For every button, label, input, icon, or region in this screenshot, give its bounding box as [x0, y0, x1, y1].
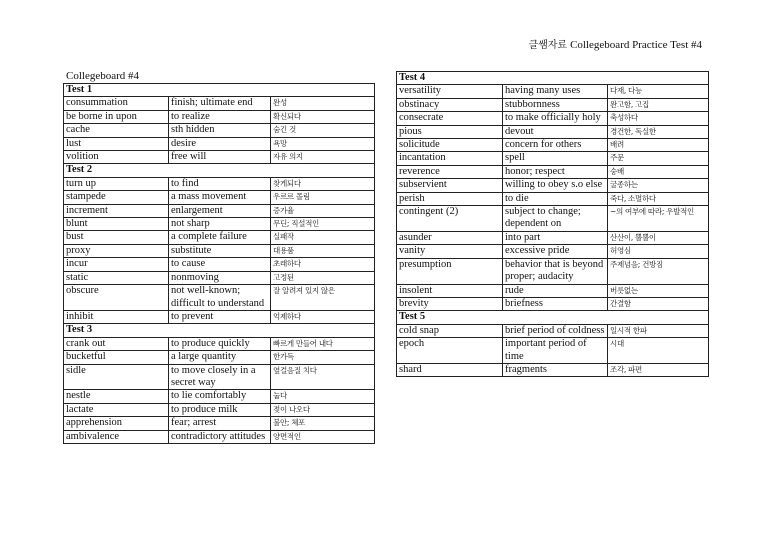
vocab-row	[64, 337, 375, 350]
vocab-korean: 주제넘음; 건방짐	[608, 258, 709, 284]
vocab-meaning: into part	[503, 231, 608, 244]
vocab-korean: 고정된	[271, 271, 375, 284]
vocab-word: nestle	[64, 390, 169, 403]
vocab-row	[397, 152, 709, 165]
vocab-word: inhibit	[64, 310, 169, 323]
section-title: Test 1	[64, 84, 375, 97]
vocab-korean: 경건한, 독실한	[608, 125, 709, 138]
vocab-row	[397, 139, 709, 152]
vocab-meaning: substitute	[169, 244, 271, 257]
vocab-word: contingent (2)	[397, 206, 503, 232]
vocab-korean: 억제하다	[271, 310, 375, 323]
vocab-meaning: to prevent	[169, 310, 271, 323]
vocab-korean: 일시적 한파	[608, 324, 709, 337]
vocab-word: be borne in upon	[64, 110, 169, 123]
vocab-word: ambivalence	[64, 430, 169, 443]
vocab-word: blunt	[64, 218, 169, 231]
vocab-word: presumption	[397, 258, 503, 284]
vocab-row	[64, 310, 375, 323]
vocab-korean: 숨긴 것	[271, 124, 375, 137]
vocab-korean: 찾게되다	[271, 177, 375, 190]
vocab-row	[64, 403, 375, 416]
vocab-row	[64, 204, 375, 217]
vocab-row	[397, 258, 709, 284]
vocab-row	[64, 430, 375, 443]
vocab-row	[64, 151, 375, 164]
vocab-word: solicitude	[397, 139, 503, 152]
section-title: Test 3	[64, 324, 375, 337]
vocab-word: cache	[64, 124, 169, 137]
vocab-word: shard	[397, 363, 503, 376]
vocab-meaning: to cause	[169, 258, 271, 271]
vocab-meaning: to find	[169, 177, 271, 190]
vocab-korean: 무딘; 직설적인	[271, 218, 375, 231]
vocab-row	[397, 245, 709, 258]
vocab-row	[397, 206, 709, 232]
vocab-row	[64, 218, 375, 231]
section-header-row	[397, 311, 709, 324]
vocab-word: consecrate	[397, 112, 503, 125]
vocab-meaning: concern for others	[503, 139, 608, 152]
vocab-meaning: to produce quickly	[169, 337, 271, 350]
vocab-row	[64, 110, 375, 123]
vocab-korean: 자유 의지	[271, 151, 375, 164]
page-header	[528, 36, 702, 51]
vocab-korean: 조각, 파편	[608, 363, 709, 376]
vocab-row	[64, 137, 375, 150]
vocab-korean: 완고함, 고집	[608, 98, 709, 111]
vocab-word: reverence	[397, 165, 503, 178]
vocab-korean: 잘 알려져 있지 않은	[271, 285, 375, 311]
vocab-meaning: having many uses	[503, 85, 608, 98]
vocab-word: subservient	[397, 179, 503, 192]
vocab-korean: 옆걸음질 치다	[271, 364, 375, 390]
vocab-meaning: spell	[503, 152, 608, 165]
vocab-korean: 우르르 몰림	[271, 191, 375, 204]
vocab-meaning: fragments	[503, 363, 608, 376]
vocab-word: static	[64, 271, 169, 284]
vocab-korean: ~의 여부에 따라; 우발적인	[608, 206, 709, 232]
vocab-row	[397, 112, 709, 125]
vocab-meaning: excessive pride	[503, 245, 608, 258]
vocab-row	[64, 244, 375, 257]
vocab-word: bucketful	[64, 351, 169, 364]
vocab-word: proxy	[64, 244, 169, 257]
vocab-word: obscure	[64, 285, 169, 311]
vocab-korean: 다재, 다능	[608, 85, 709, 98]
vocab-word: pious	[397, 125, 503, 138]
vocab-meaning: important period of time	[503, 338, 608, 364]
vocab-meaning: behavior that is beyond proper; audacity	[503, 258, 608, 284]
vocab-word: incur	[64, 258, 169, 271]
vocab-row	[64, 351, 375, 364]
vocab-korean: 축성하다	[608, 112, 709, 125]
vocab-korean: 한가득	[271, 351, 375, 364]
vocab-row	[397, 98, 709, 111]
vocab-korean: 대용품	[271, 244, 375, 257]
vocab-meaning: a large quantity	[169, 351, 271, 364]
vocab-meaning: to lie comfortably	[169, 390, 271, 403]
vocab-word: stampede	[64, 191, 169, 204]
vocab-word: cold snap	[397, 324, 503, 337]
vocab-meaning: free will	[169, 151, 271, 164]
vocab-meaning: to move closely in a secret way	[169, 364, 271, 390]
vocab-meaning: desire	[169, 137, 271, 150]
vocab-korean: 완성	[271, 97, 375, 110]
vocab-korean: 젖이 나오다	[271, 403, 375, 416]
vocab-word: apprehension	[64, 417, 169, 430]
vocab-row	[397, 125, 709, 138]
vocab-meaning: fear; arrest	[169, 417, 271, 430]
vocab-word: perish	[397, 192, 503, 205]
vocab-meaning: subject to change; dependent on	[503, 206, 608, 232]
vocab-korean: 증가율	[271, 204, 375, 217]
vocab-row	[397, 85, 709, 98]
vocab-row	[397, 363, 709, 376]
vocab-korean: 양면적인	[271, 430, 375, 443]
vocab-word: lactate	[64, 403, 169, 416]
vocab-row	[397, 165, 709, 178]
vocab-meaning: to make officially holy	[503, 112, 608, 125]
vocab-meaning: a mass movement	[169, 191, 271, 204]
vocab-meaning: to realize	[169, 110, 271, 123]
vocab-korean: 확신되다	[271, 110, 375, 123]
vocab-korean: 허영심	[608, 245, 709, 258]
vocab-row	[397, 192, 709, 205]
vocab-korean: 불안; 체포	[271, 417, 375, 430]
vocab-meaning: not sharp	[169, 218, 271, 231]
vocab-row	[64, 124, 375, 137]
vocab-korean: 주문	[608, 152, 709, 165]
vocab-meaning: stubbornness	[503, 98, 608, 111]
vocab-korean: 간결함	[608, 297, 709, 310]
vocab-word: epoch	[397, 338, 503, 364]
vocab-meaning: a complete failure	[169, 231, 271, 244]
vocab-word: vanity	[397, 245, 503, 258]
vocab-word: versatility	[397, 85, 503, 98]
vocab-word: turn up	[64, 177, 169, 190]
section-header-row	[64, 164, 375, 177]
section-title: Test 2	[64, 164, 375, 177]
vocab-word: volition	[64, 151, 169, 164]
vocab-korean: 버릇없는	[608, 284, 709, 297]
vocab-meaning: sth hidden	[169, 124, 271, 137]
header-korean-label: 클쌤자료	[528, 40, 568, 51]
vocab-word: consummation	[64, 97, 169, 110]
vocab-row	[64, 417, 375, 430]
vocab-row	[64, 97, 375, 110]
vocab-row	[64, 271, 375, 284]
vocab-korean: 욕망	[271, 137, 375, 150]
section-header-row	[64, 324, 375, 337]
section-title: Test 4	[397, 72, 709, 85]
vocab-row	[397, 179, 709, 192]
vocab-korean: 시대	[608, 338, 709, 364]
vocab-korean: 굴종하는	[608, 179, 709, 192]
vocab-korean: 눕다	[271, 390, 375, 403]
section-title: Test 5	[397, 311, 709, 324]
vocab-meaning: contradictory attitudes	[169, 430, 271, 443]
vocab-table-left	[63, 83, 375, 444]
vocab-word: brevity	[397, 297, 503, 310]
vocab-korean: 배려	[608, 139, 709, 152]
vocab-meaning: devout	[503, 125, 608, 138]
vocab-row	[64, 258, 375, 271]
vocab-word: sidle	[64, 364, 169, 390]
vocab-meaning: not well-known; difficult to understand	[169, 285, 271, 311]
vocab-row	[397, 338, 709, 364]
vocab-row	[64, 285, 375, 311]
vocab-table-right	[396, 71, 709, 377]
vocab-meaning: finish; ultimate end	[169, 97, 271, 110]
vocab-row	[64, 390, 375, 403]
vocab-row	[64, 364, 375, 390]
vocab-row	[397, 284, 709, 297]
vocab-row	[64, 191, 375, 204]
vocab-word: obstinacy	[397, 98, 503, 111]
vocab-korean: 숭배	[608, 165, 709, 178]
vocab-word: crank out	[64, 337, 169, 350]
vocab-row	[397, 324, 709, 337]
vocab-korean: 초래하다	[271, 258, 375, 271]
vocab-korean: 산산이, 뿔뿔이	[608, 231, 709, 244]
vocab-row	[397, 297, 709, 310]
document-caption: Collegeboard #4	[66, 70, 140, 82]
vocab-word: incantation	[397, 152, 503, 165]
vocab-meaning: to produce milk	[169, 403, 271, 416]
vocab-meaning: willing to obey s.o else	[503, 179, 608, 192]
vocab-meaning: rude	[503, 284, 608, 297]
vocab-word: asunder	[397, 231, 503, 244]
vocab-meaning: nonmoving	[169, 271, 271, 284]
vocab-korean: 죽다, 소멸하다	[608, 192, 709, 205]
vocab-meaning: to die	[503, 192, 608, 205]
section-header-row	[397, 72, 709, 85]
vocab-word: insolent	[397, 284, 503, 297]
vocab-row	[397, 231, 709, 244]
vocab-row	[64, 231, 375, 244]
header-title: Collegeboard Practice Test #4	[570, 39, 702, 51]
vocab-word: lust	[64, 137, 169, 150]
vocab-korean: 실패작	[271, 231, 375, 244]
vocab-korean: 빠르게 만들어 내다	[271, 337, 375, 350]
vocab-meaning: briefness	[503, 297, 608, 310]
vocab-meaning: honor; respect	[503, 165, 608, 178]
vocab-meaning: brief period of coldness	[503, 324, 608, 337]
vocab-word: increment	[64, 204, 169, 217]
vocab-word: bust	[64, 231, 169, 244]
vocab-meaning: enlargement	[169, 204, 271, 217]
vocab-row	[64, 177, 375, 190]
section-header-row	[64, 84, 375, 97]
